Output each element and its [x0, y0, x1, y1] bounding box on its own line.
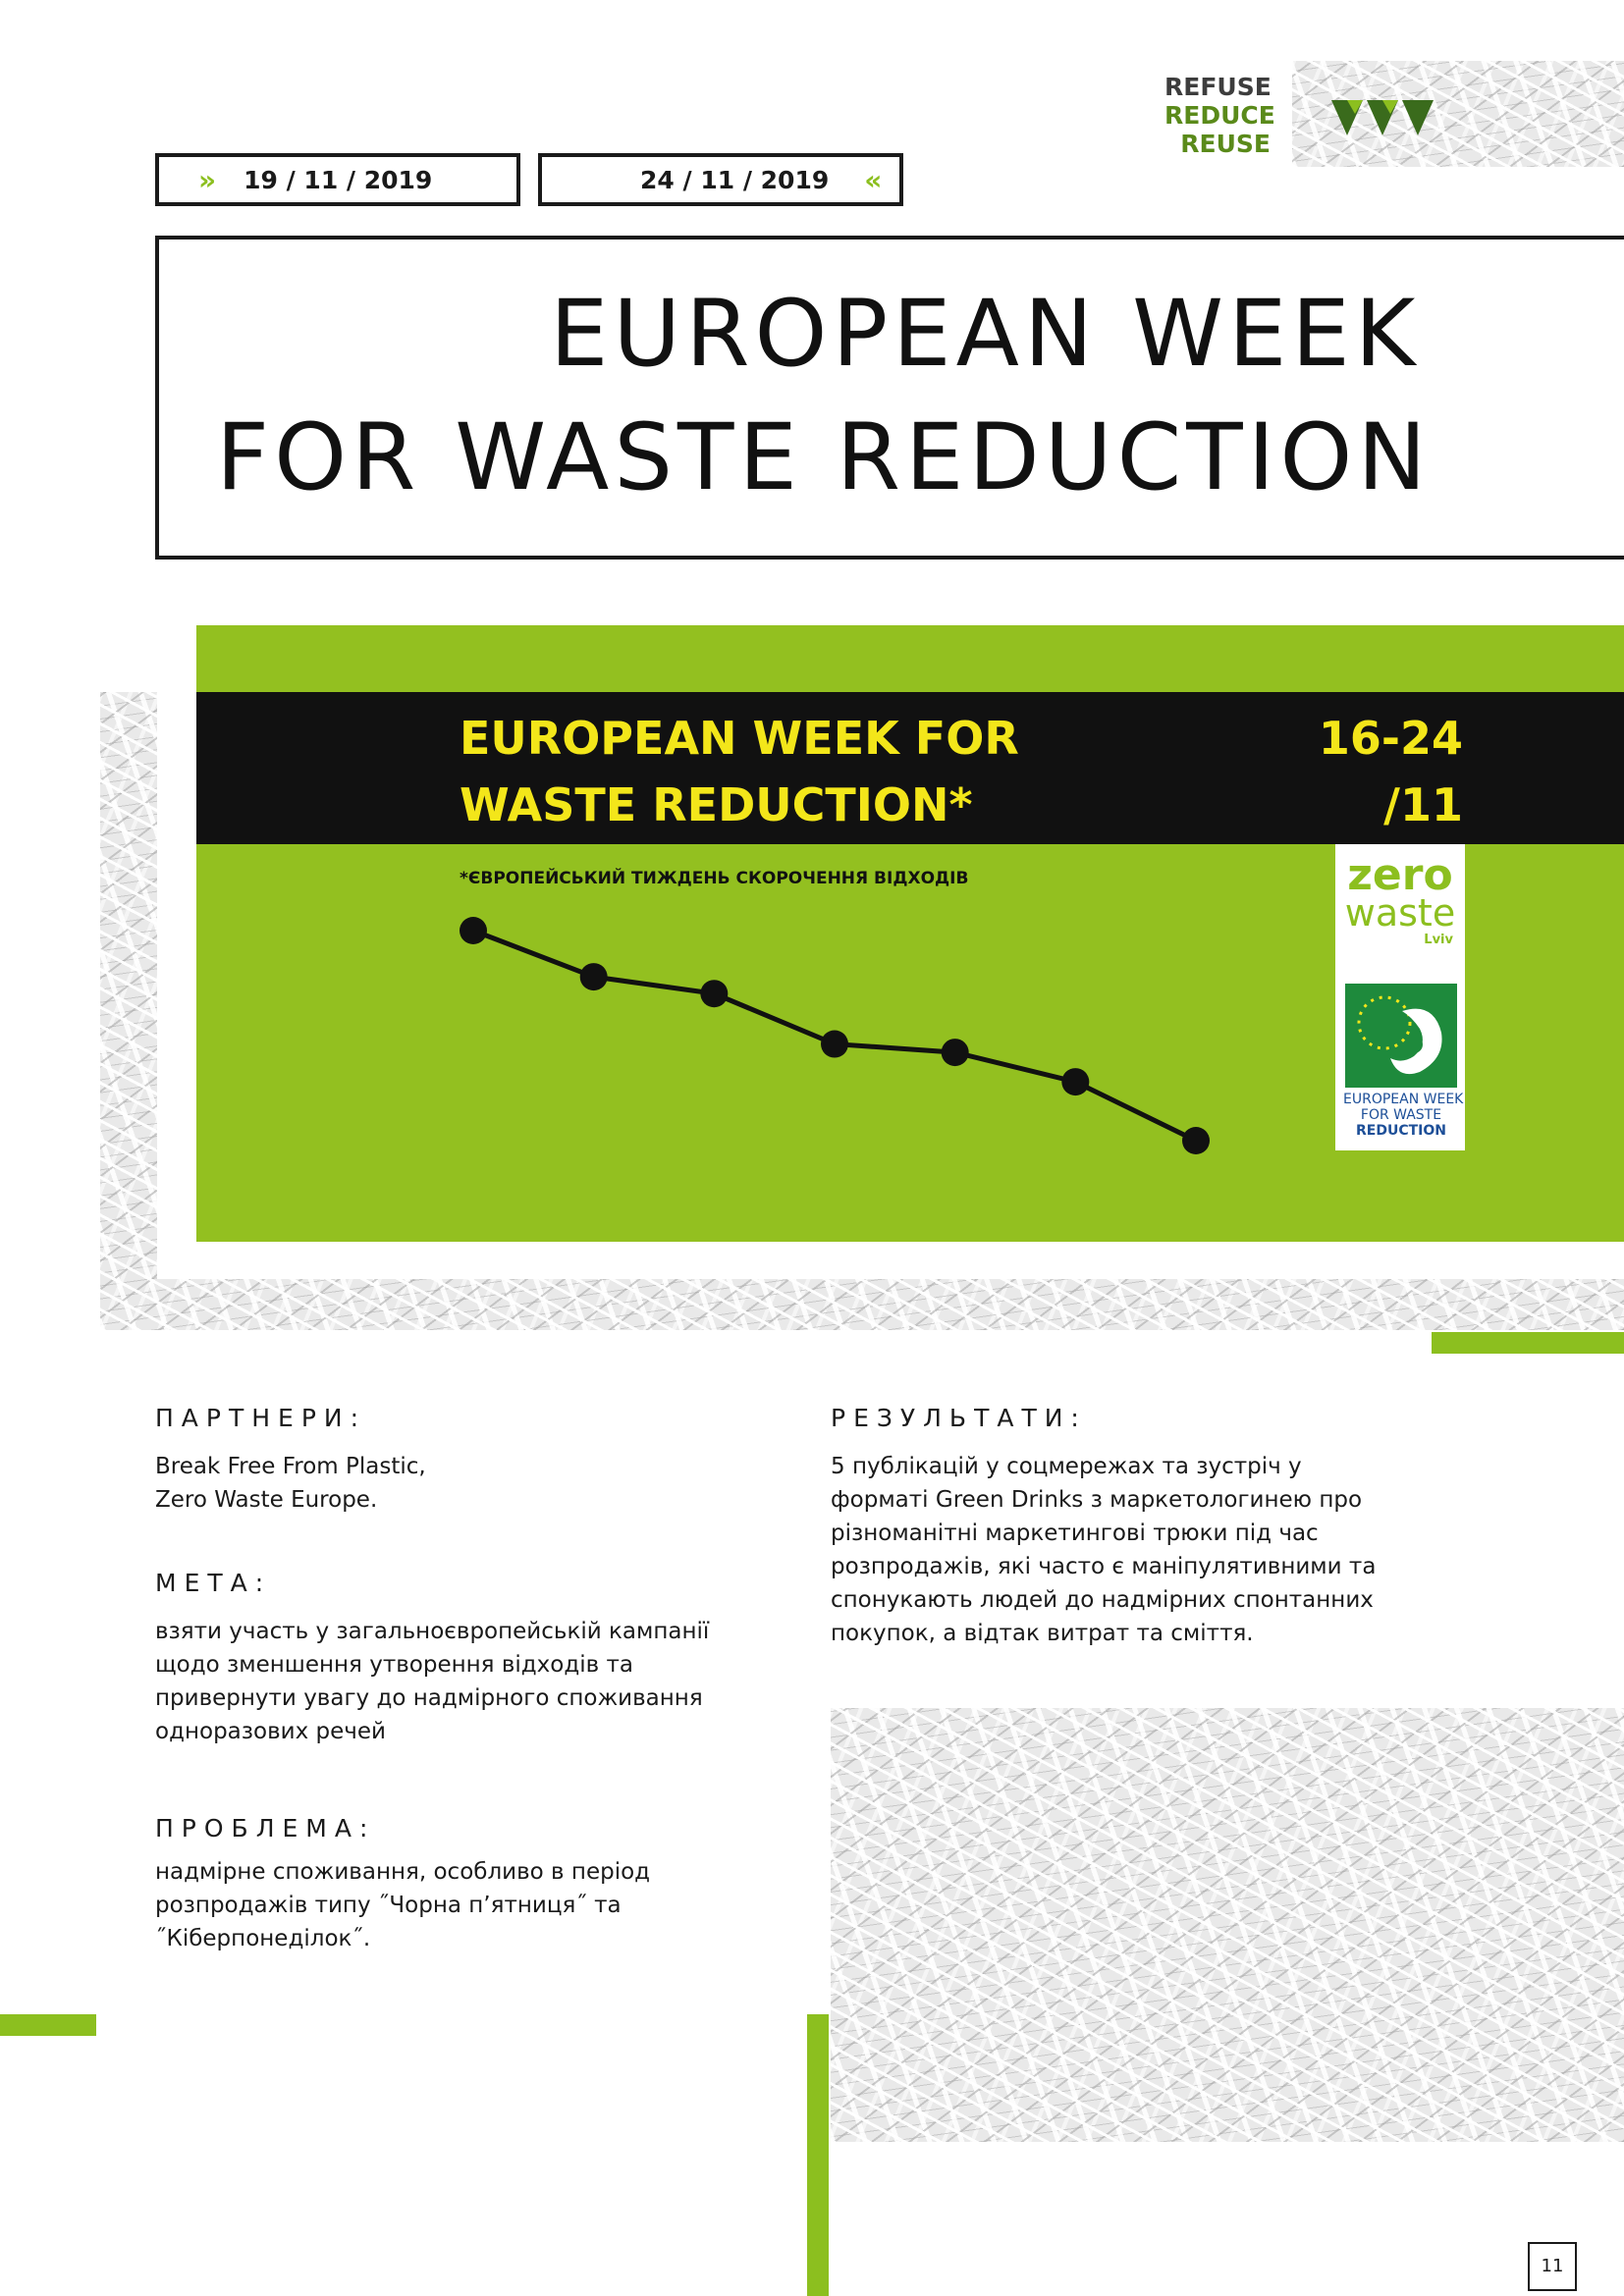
decline-point [580, 963, 608, 990]
start-date-box [155, 153, 520, 206]
partners-line: Break Free From Plastic, [155, 1454, 426, 1479]
zero-waste-logo-city: Lviv [1424, 933, 1453, 947]
accent-bar-vertical [807, 2014, 829, 2296]
logo-wordmark [1164, 73, 1275, 158]
results-text [831, 1450, 1376, 1650]
banner-date [1306, 705, 1463, 838]
banner-date-line-2: /11 [1383, 778, 1463, 831]
partners-heading: ПАРТНЕРИ: [155, 1404, 367, 1432]
problem-text [155, 1855, 650, 1955]
problem-heading: ПРОБЛЕМА: [155, 1814, 376, 1842]
results-line: 5 публікацій у соцмережах та зустріч у [831, 1454, 1302, 1479]
goal-text [155, 1615, 709, 1748]
problem-line: ˝Кіберпонеділок˝. [155, 1926, 371, 1951]
goal-line: щодо зменшення утворення відходів та [155, 1652, 633, 1678]
page-title-line-1: EUROPEAN WEEK [550, 281, 1421, 388]
end-date: 24 / 11 / 2019 [640, 165, 830, 194]
logo-word-reduce: REDUCE [1164, 101, 1275, 130]
banner-subtitle: *ЄВРОПЕЙСЬКИЙ ТИЖДЕНЬ СКОРОЧЕННЯ ВІДХОДІВ [460, 869, 969, 888]
logo-word-reuse: REUSE [1180, 130, 1271, 158]
decline-point [942, 1039, 969, 1066]
goal-line: одноразових речей [155, 1719, 386, 1744]
ewwr-logo-line-3: REDUCTION [1356, 1123, 1446, 1139]
results-heading: РЕЗУЛЬТАТИ: [831, 1404, 1087, 1432]
banner-title-line-2: WASTE REDUCTION* [460, 778, 973, 831]
results-line: покупок, а відтак витрат та сміття. [831, 1621, 1254, 1646]
decline-point [1182, 1127, 1210, 1154]
partners-line: Zero Waste Europe. [155, 1487, 378, 1513]
logo-word-refuse: REFUSE [1164, 73, 1272, 101]
goal-heading: МЕТА: [155, 1569, 272, 1597]
goal-line: взяти участь у загальноєвропейській кампанії [155, 1619, 710, 1644]
decline-point [821, 1031, 848, 1058]
results-line: спонукають людей до надмірних спонтанних [831, 1587, 1374, 1613]
ewwr-logo-line-1: EUROPEAN WEEK [1343, 1092, 1464, 1107]
results-line: різноманітні маркетингові трюки під час [831, 1521, 1319, 1546]
problem-line: надмірне споживання, особливо в період [155, 1859, 651, 1885]
ewwr-logo-line-2: FOR WASTE [1360, 1107, 1442, 1123]
page-number: 11 [1528, 2242, 1577, 2291]
shredded-paper-photo [831, 1708, 1624, 2142]
banner-title-line-1: EUROPEAN WEEK FOR [460, 712, 1019, 765]
triangles-logo-icon [1329, 96, 1435, 143]
problem-line: розпродажів типу ˝Чорна п’ятниця˝ та [155, 1893, 622, 1918]
decline-point [700, 980, 728, 1007]
page-title-line-2: FOR WASTE REDUCTION [216, 404, 1432, 511]
banner-date-line-1: 16-24 [1318, 712, 1463, 765]
accent-bar-right [1432, 1332, 1624, 1354]
ewwr-logo-text [1343, 1092, 1464, 1139]
start-date: 19 / 11 / 2019 [244, 165, 433, 194]
results-line: форматі Green Drinks з маркетологинею про [831, 1487, 1363, 1513]
chevron-right-icon: » [198, 163, 215, 196]
banner-decline-graphic [452, 913, 1218, 1158]
zero-waste-logo-zero: zero [1347, 850, 1453, 900]
banner-title [460, 705, 1019, 838]
goal-line: привернути увагу до надмірного споживання [155, 1685, 703, 1711]
decline-point [460, 917, 487, 944]
results-line: розпродажів, які часто є маніпулятивними та [831, 1554, 1377, 1579]
partners-text [155, 1450, 426, 1517]
end-date-box [538, 153, 903, 206]
decline-point [1061, 1068, 1089, 1095]
accent-bar-left [0, 2014, 96, 2036]
zero-waste-logo-waste: waste [1344, 891, 1456, 934]
chevron-left-icon: « [864, 163, 881, 196]
